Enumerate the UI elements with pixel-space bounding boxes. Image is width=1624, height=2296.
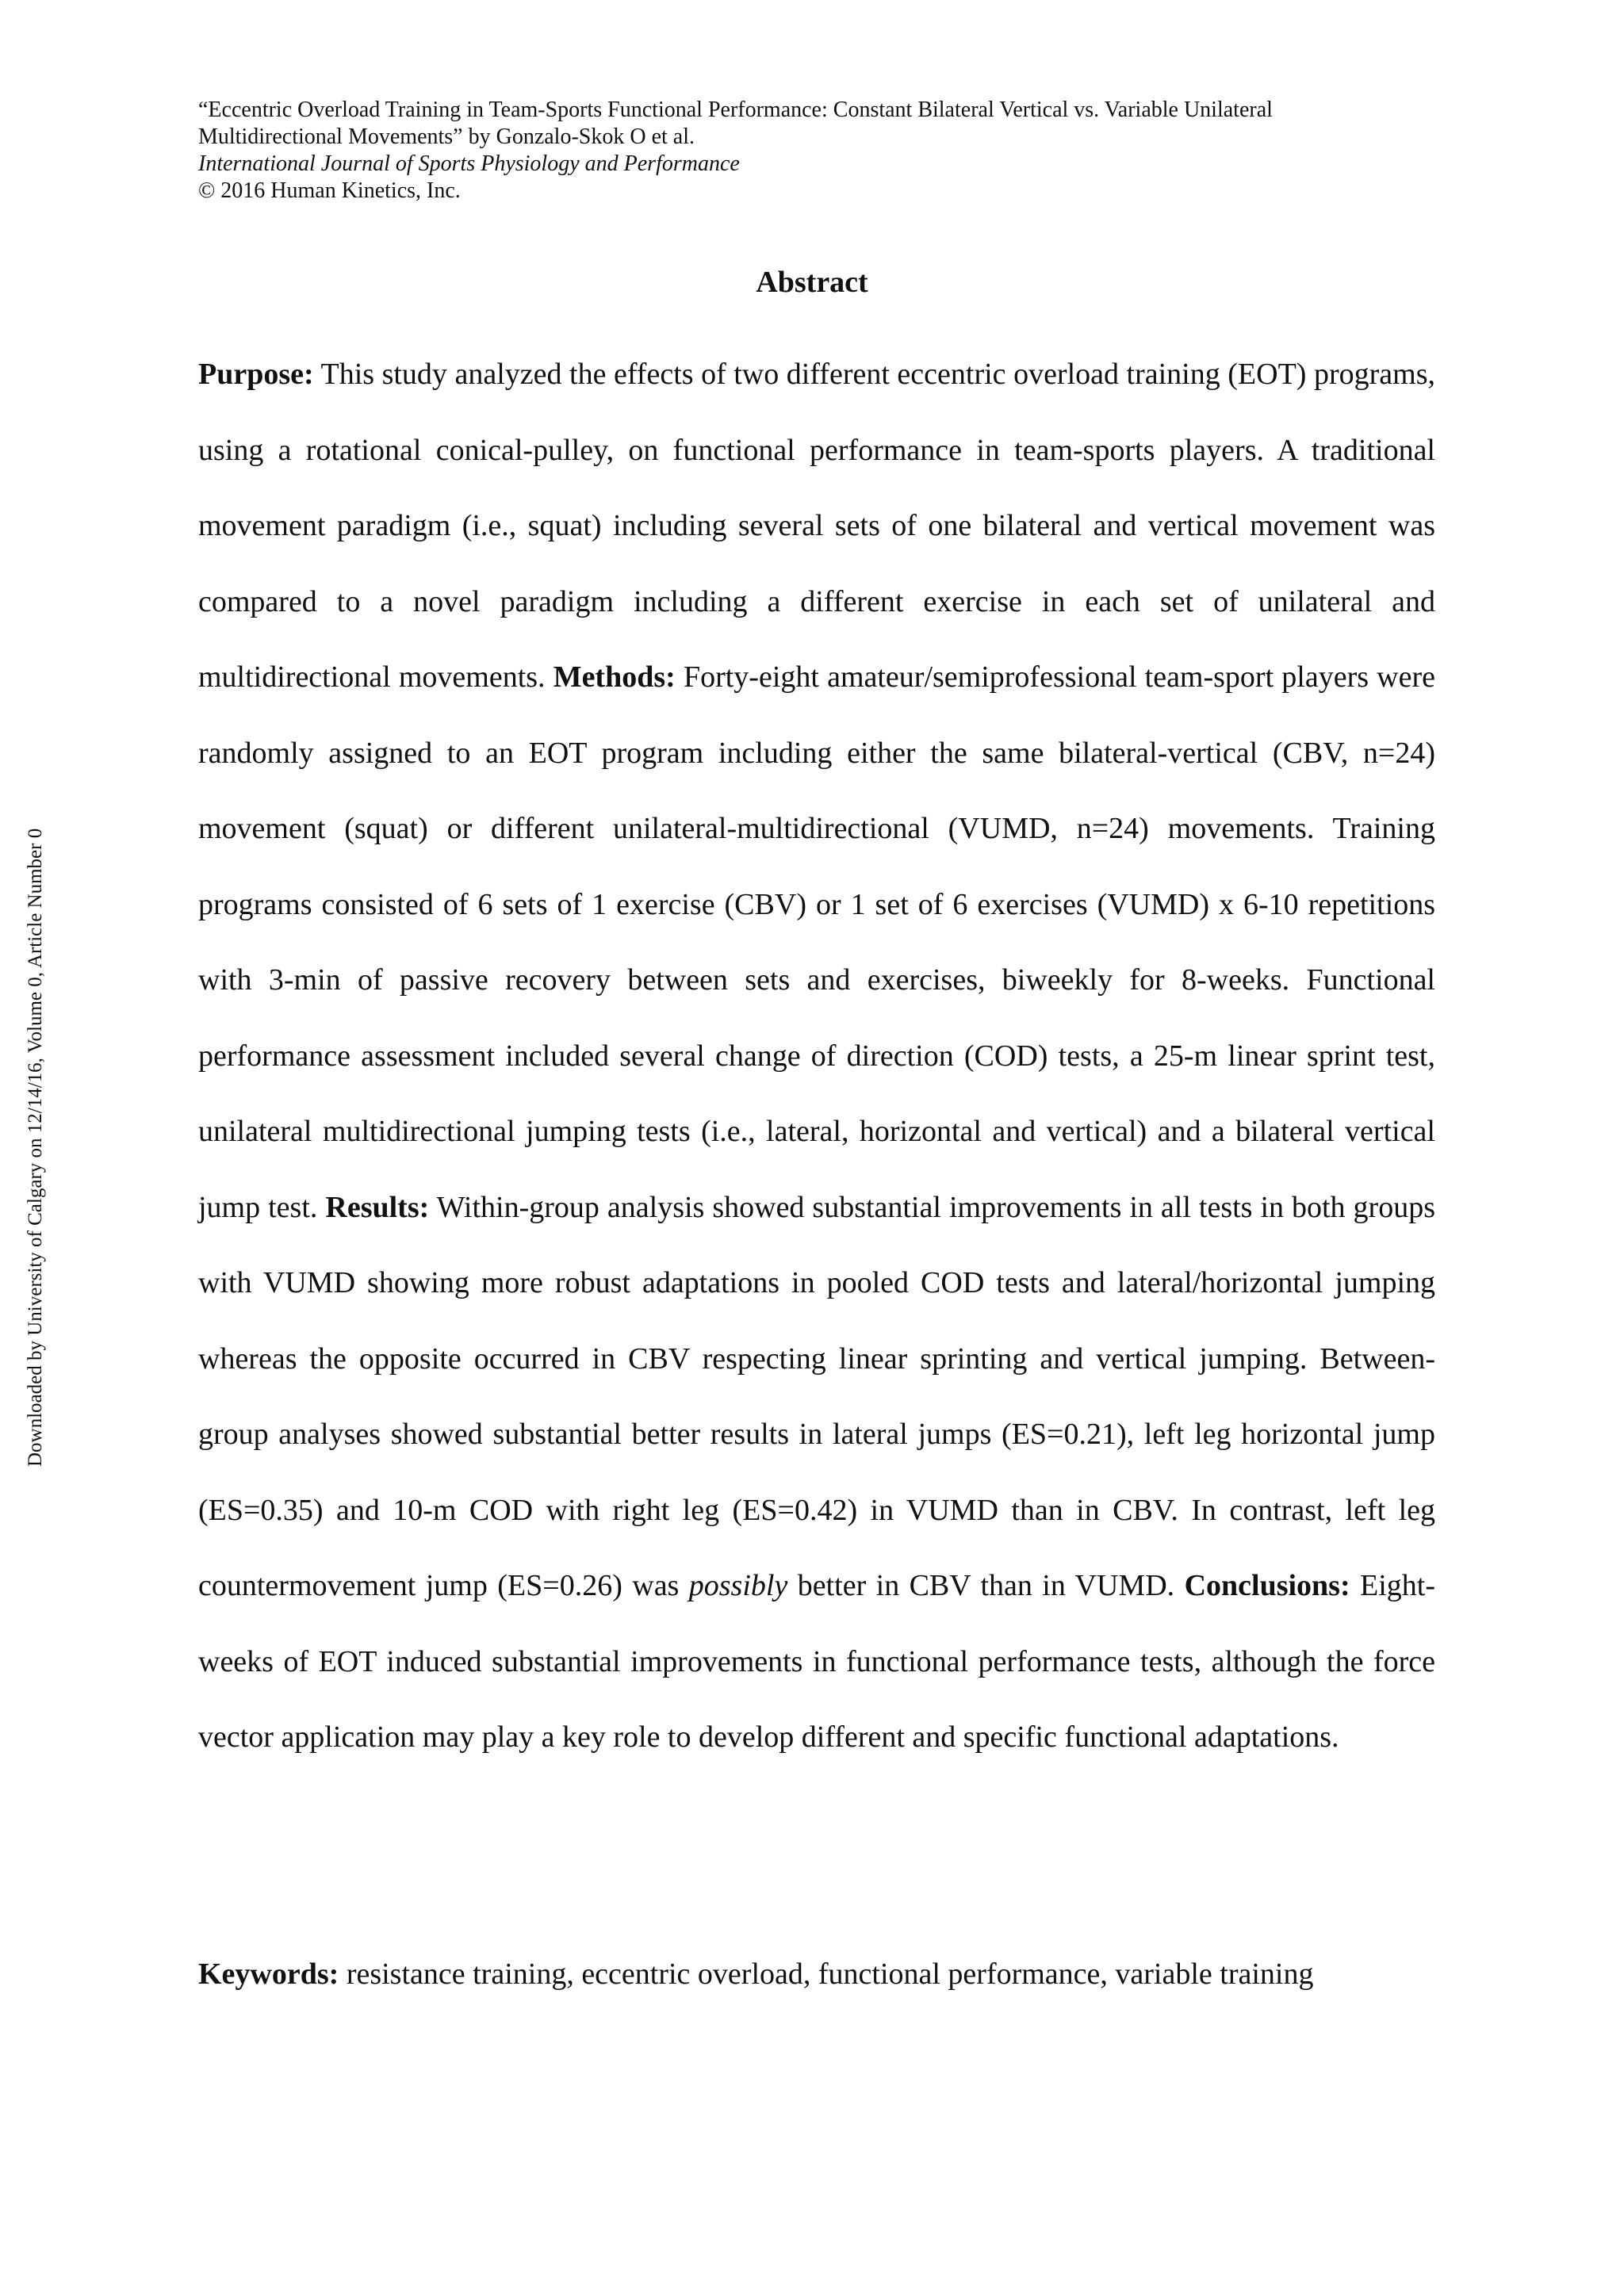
header-title-line-2: Multidirectional Movements” by Gonzalo-Skok O et al. (198, 124, 695, 149)
header-copyright: © 2016 Human Kinetics, Inc. (198, 178, 461, 203)
download-side-note: Downloaded by University of Calgary on 12/14/16, Volume 0, Article Number 0 (25, 828, 46, 1467)
methods-text: Forty-eight amateur/semiprofessional team-sport players were randomly assigned to an EOT program including either the same bilateral-vertical (CBV, n=24) movement (squat) or different unilateral-multidirectional (VUMD, n=24) movements. Training programs consisted of 6 sets of 1 exercise (CBV) or 1 set of 6 exercises (VUMD) x 6-10 repetitions with 3-min of passive recovery between sets and exercises, biweekly for 8-weeks. Functional performance assessment included several change of direction (COD) tests, a 25-m linear sprint test, unilateral multidirectional jumping tests (i.e., lateral, horizontal and vertical) and a bilateral vertical jump test. (198, 660, 1435, 1224)
results-italic-word: possibly (688, 1569, 788, 1602)
header-title-line-1: “Eccentric Overload Training in Team-Sports Functional Performance: Constant Bilateral Vertical vs. Variable Unilateral (198, 98, 1273, 122)
purpose-label: Purpose: (198, 358, 314, 391)
header-journal: International Journal of Sports Physiology and Performance (198, 151, 740, 176)
keywords (198, 1950, 1435, 1998)
abstract-body (198, 337, 1435, 1776)
keywords-label: Keywords: (198, 1957, 339, 1991)
methods-label: Methods: (553, 660, 676, 694)
conclusions-text: Eight-weeks of EOT induced substantial improvements in functional performance tests, although the force vector application may play a key role to develop different and specific functional adaptations. (198, 1569, 1436, 1754)
abstract-heading: Abstract (756, 266, 868, 299)
results-text-2: better in CBV than in VUMD. (787, 1569, 1185, 1602)
keywords-text: resistance training, eccentric overload, functional performance, variable training (339, 1957, 1314, 1991)
results-label: Results: (325, 1190, 430, 1224)
article-header (198, 97, 1435, 205)
results-text: Within-group analysis showed substantial improvements in all tests in both groups with VUMD showing more robust adaptations in pooled COD tests and lateral/horizontal jumping whereas the opposite occurred in CBV respecting linear sprinting and vertical jumping. Between-group analyses showed substantial better results in lateral jumps (ES=0.21), left leg horizontal jump (ES=0.35) and 10-m COD with right leg (ES=0.42) in VUMD than in CBV. In contrast, left leg countermovement jump (ES=0.26) was (198, 1190, 1436, 1602)
purpose-text: This study analyzed the effects of two different eccentric overload training (EOT) programs, using a rotational conical-pulley, on functional performance in team-sports players. A traditional movement paradigm (i.e., squat) including several sets of one bilateral and vertical movement was compared to a novel paradigm including a different exercise in each set of unilateral and multidirectional movements. (198, 358, 1435, 694)
conclusions-label: Conclusions: (1184, 1569, 1350, 1602)
